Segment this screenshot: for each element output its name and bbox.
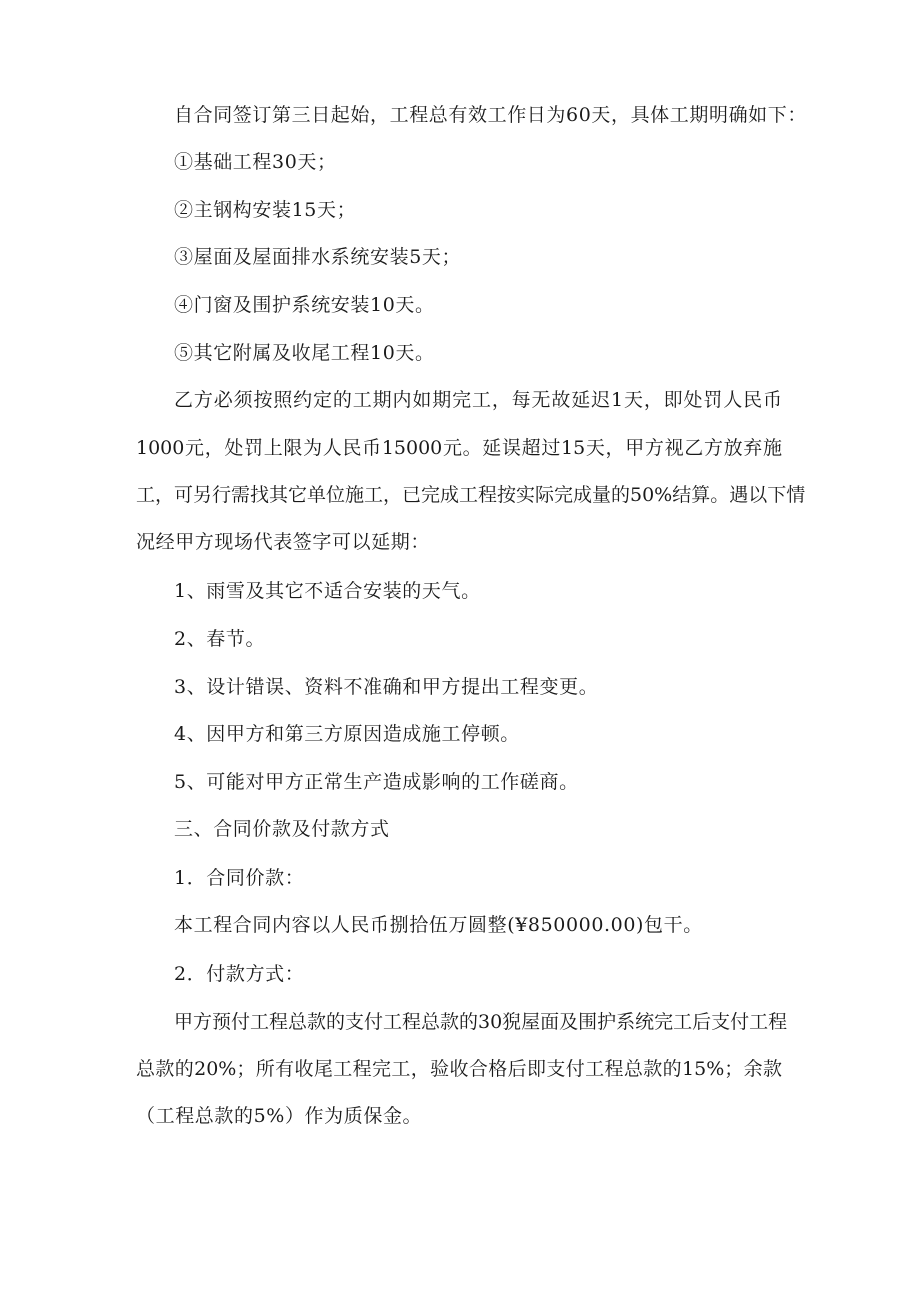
section-heading-price: 三、合同价款及付款方式	[174, 818, 390, 840]
schedule-item-steel: ②主钢构安装15天；	[174, 199, 357, 221]
delay-reason-1: 1、雨雪及其它不适合安装的天气。	[174, 580, 481, 602]
subheading-payment-method: 2．付款方式：	[174, 963, 305, 985]
paragraph-penalty-line-4: 况经甲方现场代表签字可以延期：	[136, 531, 431, 553]
paragraph-contract-price: 本工程合同内容以人民币捌拾伍万圆整(¥850000.00)包干。	[174, 914, 703, 936]
schedule-item-foundation: ①基础工程30天；	[174, 151, 337, 173]
schedule-item-finishing: ⑤其它附属及收尾工程10天。	[174, 342, 435, 364]
paragraph-penalty-line-3: 工，可另行需找其它单位施工，已完成工程按实际完成量的50%结算。遇以下情	[136, 484, 806, 506]
subheading-contract-price: 1．合同价款：	[174, 867, 305, 889]
paragraph-payment-line-2: 总款的20%；所有收尾工程完工，验收合格后即支付工程总款的15%；余款	[136, 1058, 782, 1080]
paragraph-payment-line-3: （工程总款的5%）作为质保金。	[136, 1105, 423, 1127]
schedule-item-roof: ③屋面及屋面排水系统安装5天；	[174, 246, 462, 268]
delay-reason-4: 4、因甲方和第三方原因造成施工停顿。	[174, 723, 520, 745]
paragraph-payment-line-1: 甲方预付工程总款的支付工程总款的30猊屋面及围护系统完工后支付工程	[174, 1011, 788, 1033]
paragraph-penalty-line-2: 1000元，处罚上限为人民币15000元。延误超过15天，甲方视乙方放弃施	[136, 437, 782, 459]
schedule-item-doors-windows: ④门窗及围护系统安装10天。	[174, 294, 435, 316]
paragraph-penalty-line-1: 乙方必须按照约定的工期内如期完工，每无故延迟1天，即处罚人民币	[174, 389, 782, 411]
delay-reason-5: 5、可能对甲方正常生产造成影响的工作磋商。	[174, 771, 579, 793]
delay-reason-3: 3、设计错误、资料不准确和甲方提出工程变更。	[174, 676, 599, 698]
paragraph-schedule-intro: 自合同签订第三日起始，工程总有效工作日为60天，具体工期明确如下：	[174, 104, 807, 126]
delay-reason-2: 2、春节。	[174, 628, 266, 650]
